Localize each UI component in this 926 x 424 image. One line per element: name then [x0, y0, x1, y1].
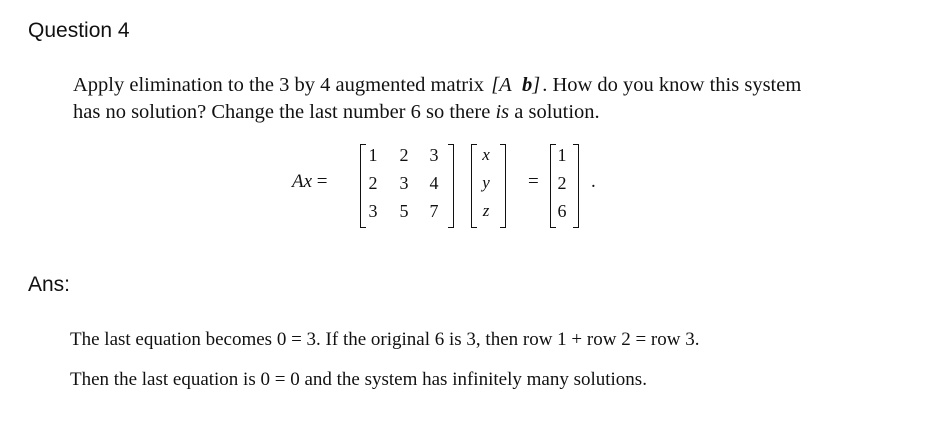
question-title: Question 4: [28, 19, 130, 42]
matrix-A-cell: 2: [399, 145, 409, 165]
vector-x-right-bracket: [500, 144, 506, 228]
vector-x-cell: y: [482, 173, 490, 192]
aug-vector-b: b: [521, 74, 533, 96]
vector-x-cell: z: [482, 201, 490, 220]
aug-open-bracket: [: [491, 74, 500, 96]
answer-line-1: The last equation becomes 0 = 3. If the original 6 is 3, then row 1 + row 2 = row 3.: [70, 329, 700, 350]
matrix-A-cell: 2: [368, 173, 378, 193]
question-text-part1: Apply elimination to the 3 by 4 augmented matrix: [73, 74, 490, 96]
equation-equals-sign: =: [316, 171, 328, 192]
matrix-A-cell: 3: [429, 145, 439, 165]
matrix-A-cell: 7: [429, 201, 439, 221]
vector-b-cell: 6: [557, 201, 567, 221]
vector-b-cell: 2: [557, 173, 567, 193]
matrix-A-cell: 1: [368, 145, 378, 165]
vector-b-cell: 1: [557, 145, 567, 165]
question-text: [73, 72, 833, 126]
answer-line-2: Then the last equation is 0 = 0 and the system has infinitely many solutions.: [70, 369, 647, 390]
equation-period: .: [591, 171, 596, 192]
aug-close-bracket: ]: [532, 74, 541, 96]
equation-lhs-expr: Ax: [292, 171, 313, 192]
equation-lhs: [292, 171, 328, 193]
matrix-A-cell: 5: [399, 201, 409, 221]
matrix-A-cell: 4: [429, 173, 439, 193]
question-text-part2: . How do you know this system has no solution? Change the last number 6 so there: [73, 74, 802, 123]
matrix-A-right-bracket: [448, 144, 454, 228]
matrix-A-cell: 3: [368, 201, 378, 221]
question-text-part3: a solution.: [509, 101, 600, 123]
vector-x-cell: x: [482, 145, 490, 164]
aug-matrix-A: A: [499, 74, 512, 96]
augmented-matrix-notation: [489, 72, 542, 99]
matrix-A-cell: 3: [399, 173, 409, 193]
vector-b-right-bracket: [573, 144, 579, 228]
equation-equals-sign-2: =: [528, 171, 539, 192]
answer-label: Ans:: [28, 273, 71, 296]
question-text-emphasis: is: [495, 101, 510, 123]
